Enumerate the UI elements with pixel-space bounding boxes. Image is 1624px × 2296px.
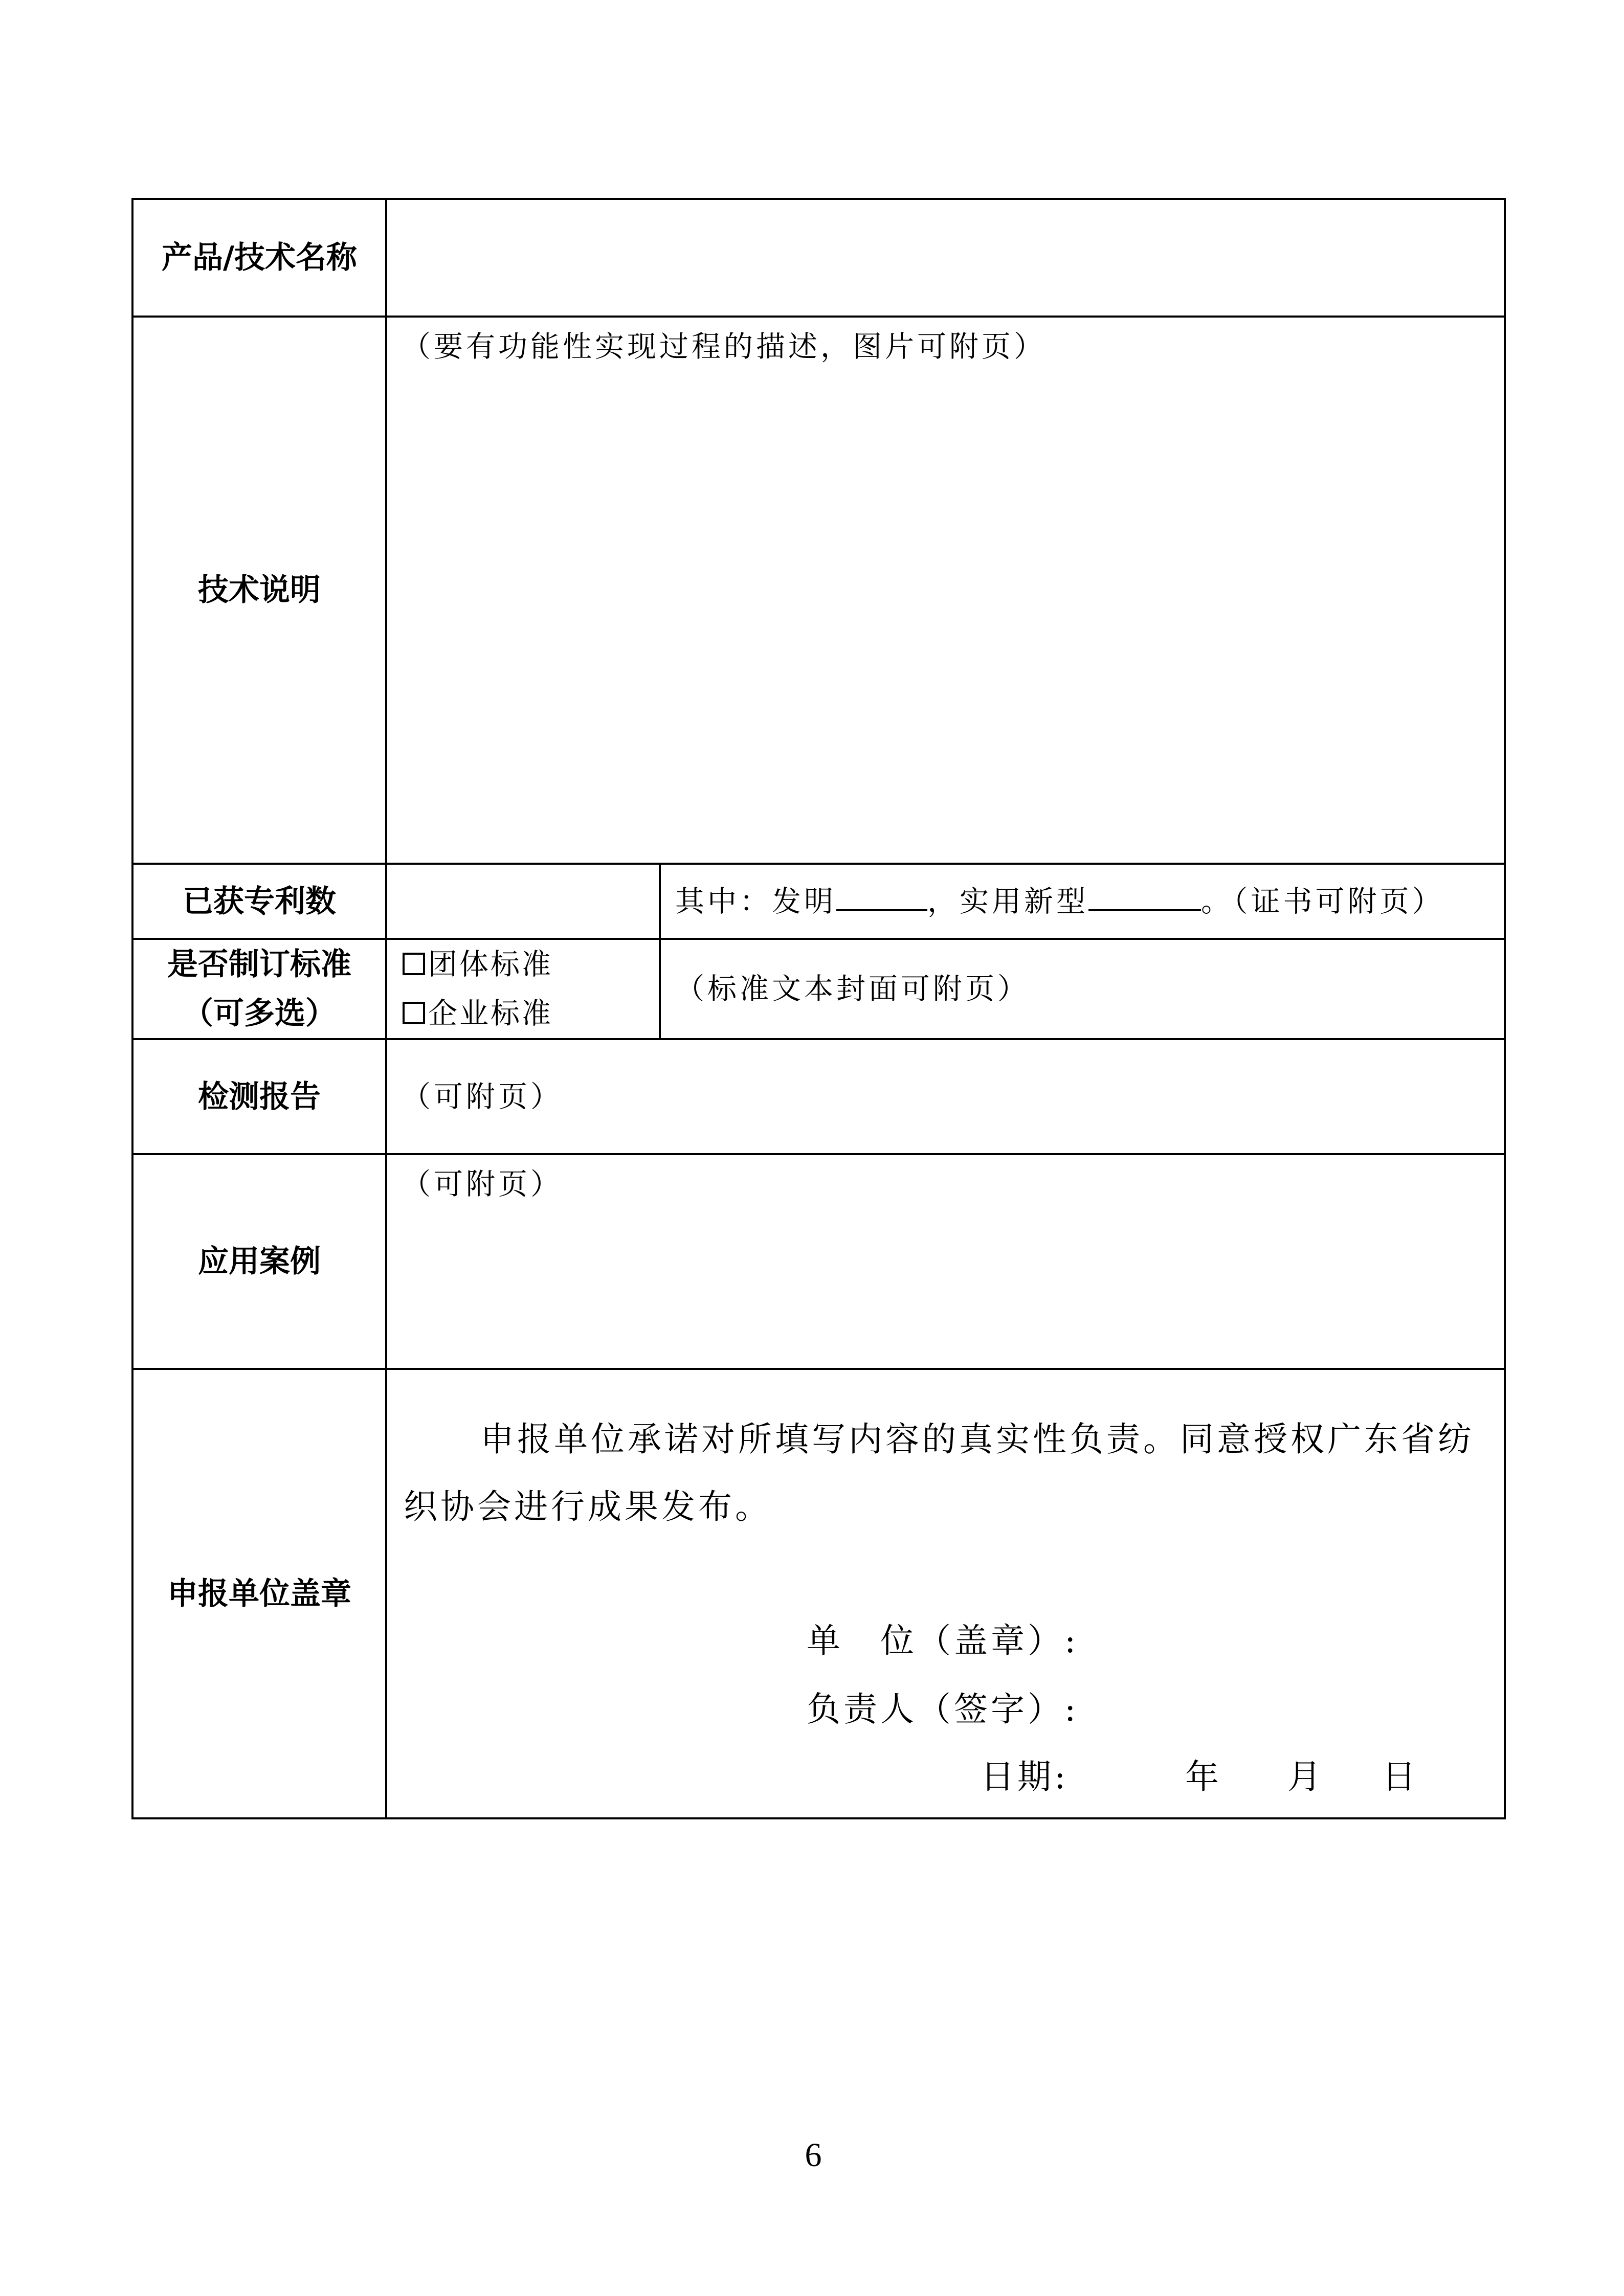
standard-hint-cell xyxy=(660,939,1505,1039)
row-test-report xyxy=(132,1039,1505,1154)
application-form-table xyxy=(131,198,1506,1819)
row-tech-description xyxy=(132,317,1505,864)
test-report-label: 检测报告 xyxy=(132,1039,386,1154)
row-product-name xyxy=(132,199,1505,317)
enterprise-standard-checkbox[interactable] xyxy=(403,1002,425,1024)
patent-count-label: 已获专利数 xyxy=(132,864,386,939)
date-month-label: 月 xyxy=(1287,1757,1324,1796)
patent-detail-mid: ，实用新型 xyxy=(927,884,1088,918)
application-case-hint: （可附页） xyxy=(402,1167,563,1201)
page-number: 6 xyxy=(805,2136,822,2174)
test-report-hint: （可附页） xyxy=(402,1079,563,1114)
standard-option-group[interactable] xyxy=(387,940,659,989)
enterprise-standard-label: 企业标准 xyxy=(428,997,553,1030)
invention-patent-blank[interactable] xyxy=(836,881,927,911)
group-standard-label: 团体标准 xyxy=(428,948,553,981)
seal-label: 申报单位盖章 xyxy=(132,1369,386,1818)
product-name-value-cell[interactable] xyxy=(386,199,1505,317)
tech-description-cell[interactable] xyxy=(386,317,1505,864)
standard-option-enterprise[interactable] xyxy=(387,989,659,1038)
date-label: 日期: xyxy=(981,1757,1069,1796)
declaration-cell xyxy=(386,1369,1505,1818)
patent-detail-prefix: 其中：发明 xyxy=(675,884,836,918)
row-patents xyxy=(132,864,1505,939)
tech-description-hint: （要有功能性实现过程的描述，图片可附页） xyxy=(402,330,1046,364)
application-case-label: 应用案例 xyxy=(132,1154,386,1369)
person-sign-line[interactable]: 负责人（签字）: xyxy=(807,1690,1079,1729)
group-standard-checkbox[interactable] xyxy=(403,953,425,975)
patent-detail-suffix: 。（证书可附页） xyxy=(1201,884,1444,918)
unit-seal-line[interactable]: 单 位（盖章）: xyxy=(807,1621,1079,1660)
declaration-text: 申报单位承诺对所填写内容的真实性负责。同意授权广东省纺织协会进行成果发布。 xyxy=(404,1420,1475,1526)
standard-options-cell xyxy=(386,939,660,1039)
standard-label-line1: 是否制订标准 xyxy=(167,947,351,982)
date-year-label: 年 xyxy=(1185,1757,1222,1796)
signature-area xyxy=(387,1370,1504,1817)
row-application-case xyxy=(132,1154,1505,1369)
product-name-label: 产品/技术名称 xyxy=(132,199,386,317)
standard-label-line2: （可多选） xyxy=(183,996,336,1031)
patent-count-value-cell[interactable] xyxy=(386,864,660,939)
test-report-cell[interactable] xyxy=(386,1039,1505,1154)
standard-label-cell xyxy=(132,939,386,1039)
tech-description-label: 技术说明 xyxy=(132,317,386,864)
row-seal xyxy=(132,1369,1505,1818)
row-standards xyxy=(132,939,1505,1039)
date-day-label: 日 xyxy=(1382,1757,1419,1796)
patent-detail-cell xyxy=(660,864,1505,939)
application-case-cell[interactable] xyxy=(386,1154,1505,1369)
utility-patent-blank[interactable] xyxy=(1088,881,1201,911)
standard-hint: （标准文本封面可附页） xyxy=(675,972,1030,1006)
